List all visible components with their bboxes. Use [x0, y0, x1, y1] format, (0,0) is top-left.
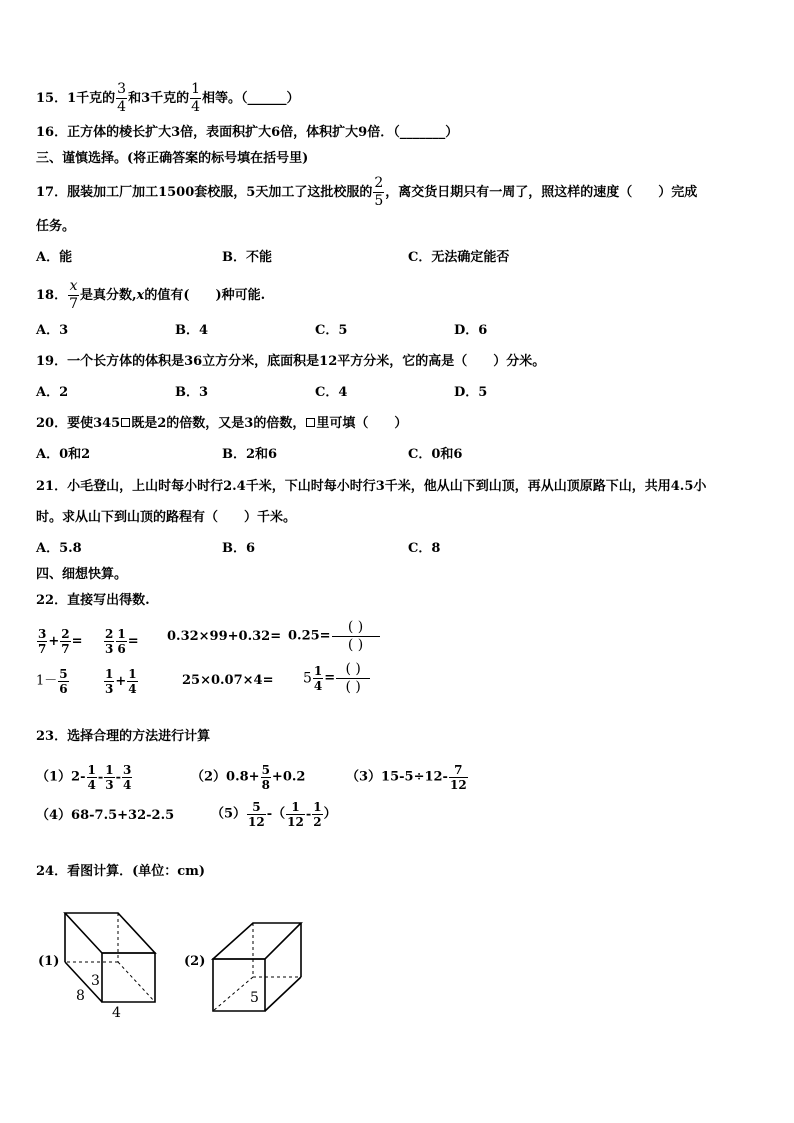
fraction: $\frac{3}{4}$ — [123, 763, 132, 792]
q18-option-b[interactable]: B．4 — [175, 323, 209, 338]
fraction: $\frac{5}{8}$ — [261, 763, 270, 792]
plus-sign: + — [115, 674, 127, 689]
answer-numerator[interactable]: ( ) — [332, 619, 380, 637]
question-21-line-1: 21．小毛登山，上山时每小时行2.4千米，下山时每小时行3千米，他从山下到山顶，再从山顶原路下山，共用4.5小 — [36, 479, 707, 494]
minus-sign: - — [305, 807, 312, 822]
q22-expr-8 — [303, 661, 371, 696]
q22-expr-5-text: 1－ — [36, 673, 58, 689]
q21-option-c[interactable]: C．8 — [408, 541, 441, 556]
q22-expr-2 — [103, 627, 139, 656]
plus-sign: + — [48, 634, 60, 649]
answer-fraction[interactable] — [332, 619, 380, 654]
fraction: $\frac{1}{3}$ — [105, 667, 114, 696]
q17-option-b[interactable]: B．不能 — [222, 250, 272, 265]
dimension-label: 8 — [76, 988, 85, 1004]
q18-text-1: 是真分数, — [80, 288, 137, 303]
q19-option-c[interactable]: C．4 — [315, 385, 348, 400]
fraction: $\frac{7}{12}$ — [449, 763, 467, 792]
question-18 — [36, 278, 265, 313]
q23-part-1 — [36, 763, 133, 792]
fraction: $\frac{2}{3}$ — [105, 627, 114, 656]
q15-text-2: 和3千克的 — [128, 91, 190, 106]
q18-variable: x — [136, 288, 145, 303]
question-23-title: 23．选择合理的方法进行计算 — [36, 729, 211, 744]
question-24-title: 24．看图计算．(单位：cm) — [36, 864, 206, 879]
q18-number: 18． — [36, 288, 68, 303]
q22-expr-4-text: 0.25= — [288, 628, 331, 644]
figure-2-label: (2) — [184, 954, 206, 969]
fraction: $\frac{1}{3}$ — [105, 763, 114, 792]
q19-option-a[interactable]: A．2 — [36, 385, 69, 400]
q18-fraction-numerator: x — [69, 278, 78, 294]
q22-expr-5 — [36, 667, 70, 696]
q23-part-2 — [191, 763, 305, 792]
minus-sign: - — [115, 770, 122, 785]
fraction: $\frac{2}{7}$ — [61, 627, 70, 656]
q18-option-c[interactable]: C．5 — [315, 323, 348, 338]
answer-numerator[interactable]: ( ) — [336, 661, 370, 679]
q18-option-d[interactable]: D．6 — [454, 323, 488, 338]
dimension-label: 5 — [250, 990, 259, 1006]
q23-part-5 — [211, 800, 337, 829]
q19-option-b[interactable]: B．3 — [175, 385, 209, 400]
q17-option-c[interactable]: C．无法确定能否 — [408, 250, 510, 265]
q15-fraction-2 — [190, 81, 201, 116]
figure-1-label: (1) — [38, 954, 60, 969]
answer-denominator[interactable]: ( ) — [347, 637, 364, 653]
q20-text-3: 里可填（ ） — [316, 416, 408, 431]
fraction: $\frac{3}{7}$ — [38, 627, 47, 656]
q15-text-1: 1千克的 — [67, 91, 116, 106]
q15-fraction-1-numerator: 3 — [117, 81, 127, 97]
q23-part-4: （4）68-7.5+32-2.5 — [36, 808, 175, 823]
q17-text-1: 17．服装加工厂加工1500套校服，5天加工了这批校服的 — [36, 185, 373, 200]
question-16: 16．正方体的棱长扩大3倍，表面积扩大6倍，体积扩大9倍．（_______） — [36, 125, 459, 140]
equals-sign: = — [324, 670, 336, 686]
dimension-label: 4 — [112, 1005, 121, 1020]
q20-option-c[interactable]: C．0和6 — [408, 447, 463, 462]
q21-option-b[interactable]: B．6 — [222, 541, 256, 556]
q17-fraction-numerator: 2 — [374, 175, 384, 191]
section-4-heading: 四、细想快算。 — [36, 567, 128, 582]
section-3-heading: 三、谨慎选择。(将正确答案的标号填在括号里) — [36, 151, 309, 166]
question-17 — [36, 175, 697, 210]
fraction: $\frac{1}{6}$ — [117, 627, 126, 656]
equals-sign: = — [127, 634, 139, 649]
equals-sign: = — [71, 634, 83, 649]
q15-number: 15． — [36, 91, 68, 106]
q22-expr-8-whole: 5 — [303, 670, 312, 687]
cuboid-figure-2 — [208, 918, 308, 1018]
q15-fraction-2-denominator: 4 — [191, 99, 201, 115]
blank-square-icon — [121, 418, 130, 427]
q21-option-a[interactable]: A．5.8 — [36, 541, 82, 556]
q17-fraction-denominator: 5 — [374, 193, 384, 209]
q22-expr-7: 25×0.07×4= — [182, 673, 274, 688]
q15-fraction-1-denominator: 4 — [117, 99, 127, 115]
question-19: 19．一个长方体的体积是36立方分米，底面积是12平方分米，它的高是（ ）分米。 — [36, 354, 546, 369]
fraction: $\frac{5}{6}$ — [59, 667, 68, 696]
q17-text-3: 任务。 — [36, 219, 76, 234]
fraction: $\frac{1}{2}$ — [313, 800, 322, 829]
q23-part-5-text: （5） — [211, 806, 247, 822]
minus-sign: - — [97, 770, 104, 785]
q20-text-2: 既是2的倍数，又是3的倍数， — [131, 416, 306, 431]
q18-fraction — [68, 278, 79, 313]
q19-option-d[interactable]: D．5 — [454, 385, 488, 400]
q22-expr-4 — [288, 619, 381, 654]
q23-part-1-text: （1）2- — [36, 769, 86, 785]
answer-fraction[interactable] — [336, 661, 370, 696]
fraction: $\frac{1}{4}$ — [128, 667, 137, 696]
q17-option-a[interactable]: A．能 — [36, 250, 73, 265]
q15-fraction-1 — [116, 81, 127, 116]
question-15 — [36, 81, 300, 116]
question-20 — [36, 416, 407, 432]
q17-fraction — [373, 175, 384, 210]
q18-option-a[interactable]: A．3 — [36, 323, 69, 338]
q15-text-3: 相等。（______） — [202, 91, 300, 106]
q22-expr-1 — [36, 627, 83, 656]
q20-text-1: 20．要使345 — [36, 416, 121, 431]
q23-part-2-text: （2）0.8+ — [191, 769, 260, 785]
q22-expr-6 — [103, 667, 139, 696]
blank-square-icon — [306, 418, 315, 427]
q18-text-2: 的值有( )种可能. — [144, 288, 266, 303]
question-21-line-2: 时。求从山下到山顶的路程有（ ）千米。 — [36, 510, 297, 525]
q15-fraction-2-numerator: 1 — [191, 81, 201, 97]
q23-part-5-text-b: -（ — [266, 806, 286, 822]
cuboid-figure-1 — [60, 908, 164, 1020]
question-22-title: 22．直接写出得数. — [36, 593, 150, 608]
fraction: $\frac{5}{12}$ — [248, 800, 265, 829]
q17-text-2: ，离交货日期只有一周了，照这样的速度（ ）完成 — [385, 185, 698, 200]
answer-denominator[interactable]: ( ) — [345, 679, 361, 695]
fraction: $\frac{1}{12}$ — [287, 800, 304, 829]
q23-part-5-text-c: ） — [323, 806, 337, 822]
q18-fraction-denominator: 7 — [69, 296, 79, 312]
q20-option-b[interactable]: B．2和6 — [222, 447, 278, 462]
q22-expr-3: 0.32×99+0.32= — [167, 629, 282, 644]
q23-part-3 — [346, 763, 469, 792]
dimension-label: 3 — [91, 973, 100, 989]
q20-option-a[interactable]: A．0和2 — [36, 447, 91, 462]
fraction: $\frac{1}{4}$ — [313, 664, 323, 693]
q23-part-3-text: （3）15-5÷12- — [346, 769, 448, 785]
fraction: $\frac{1}{4}$ — [87, 763, 96, 792]
q23-part-2-text-b: +0.2 — [271, 769, 306, 785]
